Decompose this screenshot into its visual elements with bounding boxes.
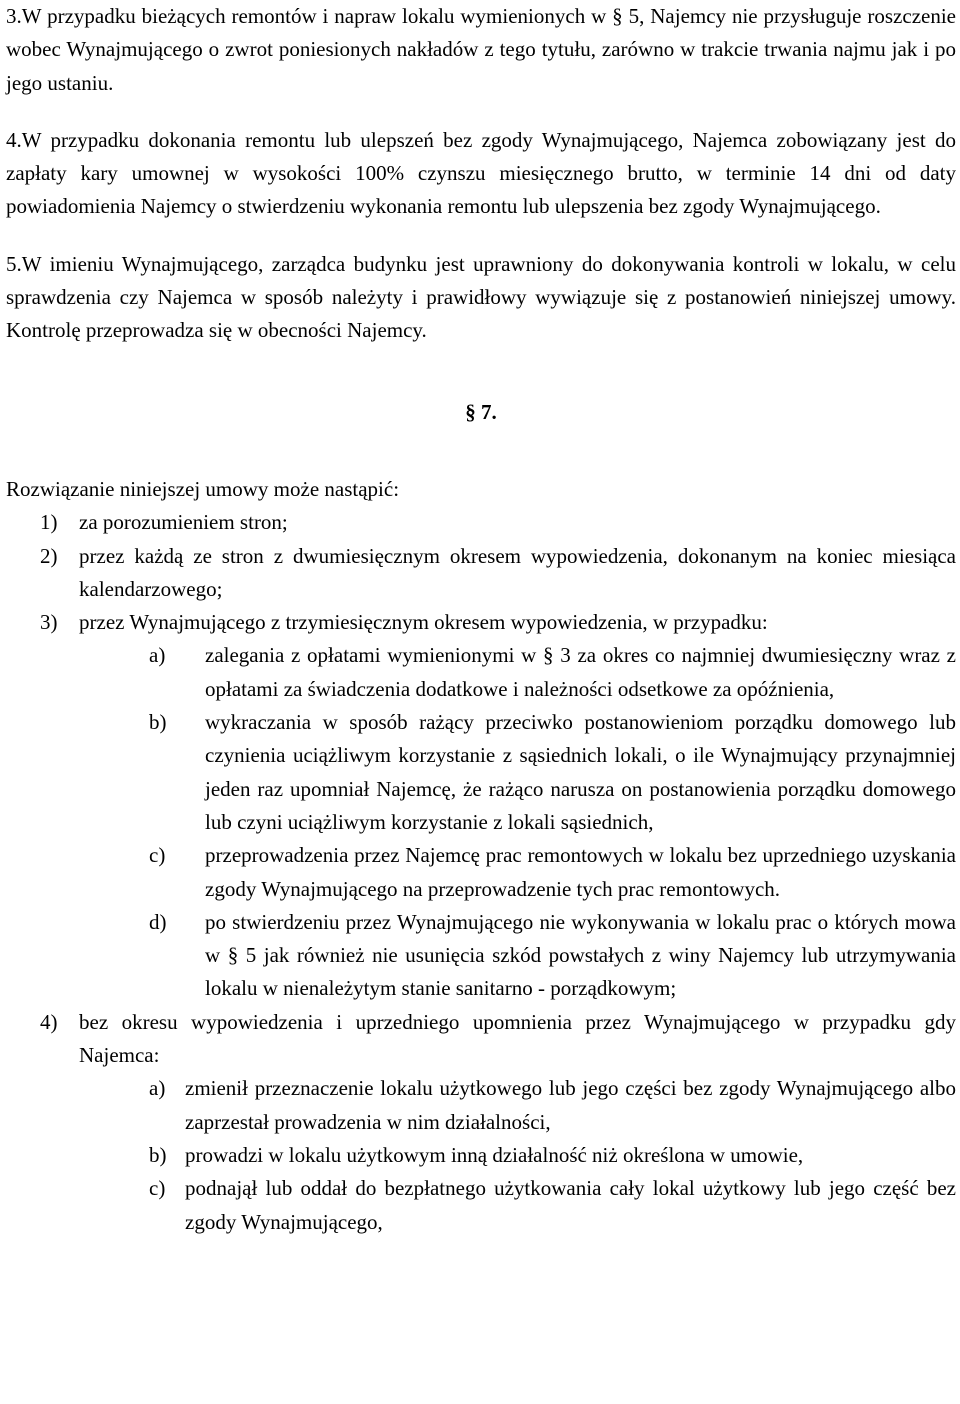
sub-list-item-text: przeprowadzenia przez Najemcę prac remontowych w lokalu bez uprzedniego uzyskania zgody Wynajmującego na przeprowadzenie tych prac remontowych. bbox=[205, 843, 956, 901]
sub-list-item bbox=[6, 1072, 956, 1139]
sub-list-item bbox=[6, 1172, 956, 1239]
sub-list-item-letter: a) bbox=[149, 643, 166, 668]
sub-list-item-letter: c) bbox=[149, 843, 166, 868]
sub-list-item-text: podnajął lub oddał do bezpłatnego użytkowania cały lokal użytkowy lub jego część bez zgody Wynajmującego, bbox=[185, 1176, 956, 1234]
list-item bbox=[6, 606, 956, 639]
sub-list-item bbox=[6, 839, 956, 906]
section-heading: § 7. bbox=[465, 399, 497, 424]
sub-list-item-letter: c) bbox=[149, 1176, 166, 1201]
sub-list-item-text: zmienił przeznaczenie lokalu użytkowego lub jego części bez zgody Wynajmującego albo zaprzestał prowadzenia w nim działalności, bbox=[185, 1076, 956, 1134]
list-item bbox=[6, 1006, 956, 1073]
sub-list-item-text: po stwierdzeniu przez Wynajmującego nie wykonywania w lokalu prac o których mowa w § 5 jak również nie usunięcia szkód powstałych z winy Najemcy lub utrzymywania lokalu w nienależytym stanie sanitarno - porządkowym; bbox=[205, 909, 956, 1001]
list-item-number: 3) bbox=[40, 610, 58, 635]
list-item-number: 2) bbox=[40, 543, 58, 568]
sub-list-item-letter: d) bbox=[149, 909, 167, 934]
list-item-text: przez każdą ze stron z dwumiesięcznym okresem wypowiedzenia, dokonanym na koniec miesiąca kalendarzowego; bbox=[79, 543, 956, 601]
paragraph-4: 4.W przypadku dokonania remontu lub ulepszeń bez zgody Wynajmującego, Najemca zobowiązany jest do zapłaty kary umownej w wysokości 100% czynszu miesięcznego brutto, w terminie 14 dni od daty powiadomienia Najemcy o stwierdzeniu wykonania remontu lub ulepszenia bez zgody Wynajmującego. bbox=[6, 127, 956, 219]
sub-list-item-text: prowadzi w lokalu użytkowym inną działalność niż określona w umowie, bbox=[185, 1142, 804, 1167]
section-intro: Rozwiązanie niniejszej umowy może nastąpić: bbox=[6, 476, 400, 501]
sub-list-item bbox=[6, 906, 956, 1006]
sub-list-item bbox=[6, 639, 956, 706]
sub-list-item-letter: a) bbox=[149, 1076, 166, 1101]
list-item bbox=[6, 540, 956, 607]
sub-list-item bbox=[6, 1139, 956, 1172]
list-item-number: 1) bbox=[40, 510, 58, 535]
list-item bbox=[6, 506, 956, 539]
sub-list-item-text: wykraczania w sposób rażący przeciwko postanowieniom porządku domowego lub czynienia uciążliwym korzystanie z sąsiednich lokali, o ile Wynajmujący przynajmniej jeden raz upomniał Najemcę, że rażąco narusza on postanowienia porządku domowego lub czyni uciążliwym korzystanie z lokali sąsiednich, bbox=[205, 710, 956, 834]
list-item-text: za porozumieniem stron; bbox=[79, 510, 288, 535]
paragraph-5: 5.W imieniu Wynajmującego, zarządca budynku jest uprawniony do dokonywania kontroli w lokalu, w celu sprawdzenia czy Najemca w sposób należyty i prawidłowy wywiązuje się z postanowień niniejszej umowy. Kontrolę przeprowadza się w obecności Najemcy. bbox=[6, 251, 956, 343]
sub-list-item-letter: b) bbox=[149, 1142, 167, 1167]
sub-list-item-text: zalegania z opłatami wymienionymi w § 3 za okres co najmniej dwumiesięczny wraz z opłatami za świadczenia dodatkowe i należności odsetkowe za opóźnienia, bbox=[205, 643, 956, 701]
document-page bbox=[6, 0, 956, 1239]
list-item-text: przez Wynajmującego z trzymiesięcznym okresem wypowiedzenia, w przypadku: bbox=[79, 610, 768, 635]
sub-list-item-letter: b) bbox=[149, 710, 167, 735]
list-item-text: bez okresu wypowiedzenia i uprzedniego upomnienia przez Wynajmującego w przypadku gdy Najemca: bbox=[79, 1009, 956, 1068]
list-item-number: 4) bbox=[40, 1009, 58, 1034]
paragraph-3: 3.W przypadku bieżących remontów i napraw lokalu wymienionych w § 5, Najemcy nie przysługuje roszczenie wobec Wynajmującego o zwrot poniesionych nakładów z tego tytułu, zarówno w trakcie trwania najmu jak i po jego ustaniu. bbox=[6, 4, 956, 95]
sub-list-item bbox=[6, 706, 956, 839]
